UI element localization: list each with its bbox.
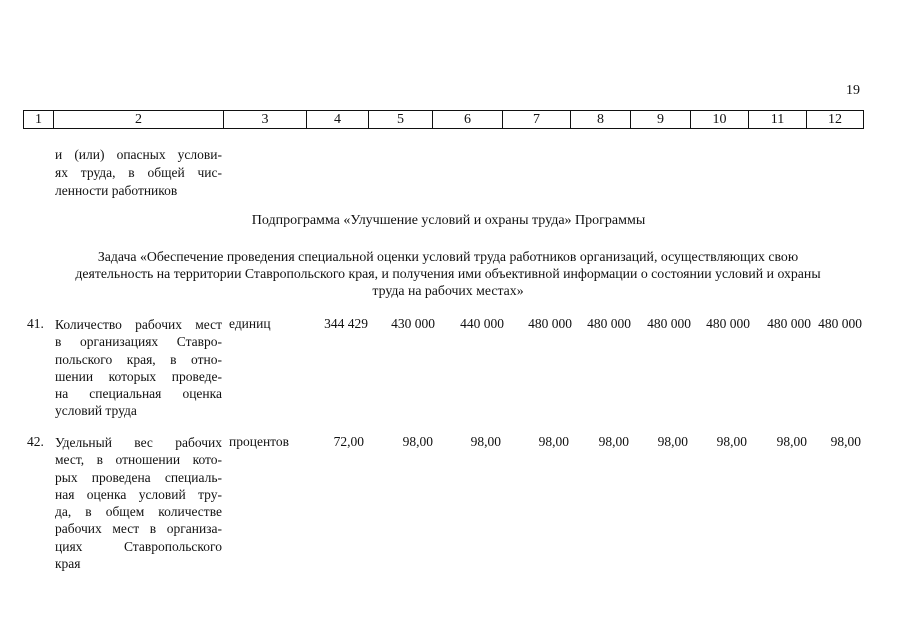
row-number: 41. xyxy=(27,316,44,331)
unit: единиц xyxy=(229,316,271,331)
value-cell: 480 000 xyxy=(587,316,631,331)
value-cell: 480 000 xyxy=(528,316,572,331)
text-line: Задача «Обеспечение проведения специальной оценки условий труда работников организаций, осуществляющих свою xyxy=(97,249,799,264)
value-cell: 98,00 xyxy=(657,434,688,449)
text-line: ная оценка условий тру- xyxy=(55,486,222,502)
value-cell: 98,00 xyxy=(830,434,861,449)
value-cell: 98,00 xyxy=(470,434,501,449)
column-number-6: 6 xyxy=(433,111,503,129)
text-line: рабочих мест в организа- xyxy=(55,521,222,537)
column-number-1: 1 xyxy=(24,111,54,129)
text-line: труда на рабочих местах» xyxy=(372,283,524,298)
page-number: 19 xyxy=(846,83,860,98)
indicator-name xyxy=(55,434,222,572)
column-number-5: 5 xyxy=(369,111,433,129)
text-line: да, в общем количестве xyxy=(55,504,222,520)
value-cell: 440 000 xyxy=(460,316,504,331)
column-number-7: 7 xyxy=(503,111,571,129)
column-number-10: 10 xyxy=(691,111,749,129)
text-line: условий труда xyxy=(55,403,137,419)
text-line: края xyxy=(55,556,81,572)
value-cell: 480 000 xyxy=(706,316,750,331)
text-line: польского края, в отно- xyxy=(55,351,222,367)
value-cell: 98,00 xyxy=(538,434,569,449)
task-text xyxy=(32,248,864,299)
value-cell: 98,00 xyxy=(598,434,629,449)
column-number-9: 9 xyxy=(631,111,691,129)
value-cell: 480 000 xyxy=(647,316,691,331)
text-line: ленности работников xyxy=(55,183,178,198)
column-number-8: 8 xyxy=(571,111,631,129)
text-line: деятельность на территории Ставропольского края, и получения ими объективной информации о состоянии условий и охраны xyxy=(75,266,821,281)
continued-indicator-text xyxy=(55,146,222,200)
value-cell: 98,00 xyxy=(776,434,807,449)
column-number-12: 12 xyxy=(807,111,864,129)
text-line: ях труда, в общей чис- xyxy=(55,165,222,180)
text-line: Количество рабочих мест xyxy=(55,317,222,332)
row-number: 42. xyxy=(27,434,44,449)
value-cell: 480 000 xyxy=(818,316,862,331)
text-line: в организациях Ставро- xyxy=(55,334,222,350)
column-number-2: 2 xyxy=(54,111,224,129)
value-cell: 344 429 xyxy=(324,316,368,331)
value-cell: 480 000 xyxy=(767,316,811,331)
value-cell: 98,00 xyxy=(402,434,433,449)
column-number-header xyxy=(23,110,864,129)
indicator-name xyxy=(55,316,222,420)
value-cell: 72,00 xyxy=(333,434,364,449)
text-line: и (или) опасных услови- xyxy=(55,147,222,162)
text-line: на специальная оценка xyxy=(55,386,222,402)
text-line: Удельный вес рабочих xyxy=(55,435,222,450)
text-line: шении которых проведе- xyxy=(55,368,222,384)
value-cell: 98,00 xyxy=(716,434,747,449)
column-number-11: 11 xyxy=(749,111,807,129)
text-line: рых проведена специаль- xyxy=(55,469,222,485)
text-line: мест, в отношении кото- xyxy=(55,452,222,468)
text-line: циях Ставропольского xyxy=(55,538,222,554)
column-number-4: 4 xyxy=(307,111,369,129)
value-cell: 430 000 xyxy=(391,316,435,331)
column-number-3: 3 xyxy=(224,111,307,129)
unit: процентов xyxy=(229,434,290,449)
subprogram-title: Подпрограмма «Улучшение условий и охраны труда» Программы xyxy=(251,213,646,228)
